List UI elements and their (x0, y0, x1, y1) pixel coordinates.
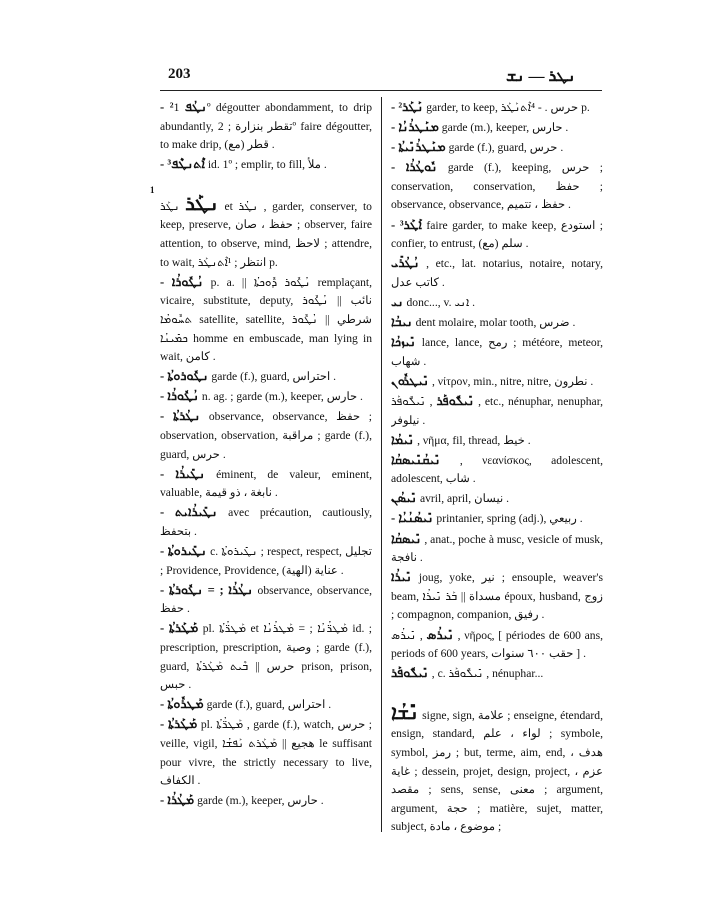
entry-definition: joug, yoke, نير ; ensouple, weaver's beam, مسداة || ܒܰܪ ܢܺܝܪܳܐ époux, husband, زوج ; compagnon, companion, رفيق . (391, 571, 603, 622)
entry-headword: - ܢܛܺܝܪܳܐ (160, 466, 206, 481)
dictionary-entry (391, 431, 603, 451)
entry-headword: ܢܛܰܪ (185, 192, 219, 215)
dictionary-entry (391, 333, 603, 371)
entry-headword: - ܢܛܳܪܬܳܐ (160, 409, 201, 424)
entry-definition: avril, april, نيسان . (419, 492, 509, 506)
entry-definition: , νῆμα, fil, thread, خيط . (417, 433, 531, 447)
entry-definition: garde (m.), keeper, حارس . (441, 121, 569, 135)
dictionary-entry (160, 581, 372, 619)
entry-definition: n. ag. ; garde (m.), keeper, حارس . (201, 390, 363, 404)
entry-definition: , anat., poche à musc, vesicle of musk, نافجة . (391, 532, 603, 565)
entry-headword: - ܡܰܛܪܽܘܬܳܐ (160, 697, 204, 712)
running-head: ܢܛܪ — ܢܫ (506, 68, 576, 85)
page-number: 203 (168, 66, 191, 82)
dictionary-entry (160, 791, 372, 811)
entry-headword: - ܢܺܝܣܳܢܳܝܳܐ (391, 511, 434, 526)
entry-headword: - ܢܛܳܪܳܐ ; = ܢܛܽܘܪܬܳܐ (160, 582, 254, 597)
entry-headword: ܢܺܝܣܩܳܐ (391, 531, 422, 546)
entry-headword: - ܢܛܺܝܪܳܐܝܬ (160, 505, 218, 520)
dictionary-entry (160, 503, 372, 541)
dictionary-entry (391, 664, 603, 684)
dictionary-entry (391, 489, 603, 509)
entry-headword: ܢܺܝܙܟܳܐ (391, 335, 416, 350)
dictionary-entry (391, 254, 603, 292)
entry-headword: - ܡܢܰܛܪܳܢܺܝܬܳܐ (391, 140, 446, 155)
entry-definition: avec précaution, cautiously, بتحفظ . (160, 506, 372, 538)
entry-headword: - ܢܳܛܽܘܪܳܐ (160, 274, 204, 289)
entry-headword: ܢܝܒܳܐ (391, 315, 413, 330)
entry-definition: garde (f.), keeping, حرس ; conservation, conservation, حفظ ; observance, observance, حفظ ، تتميم . (391, 161, 603, 212)
entry-definition: , etc., lat. notarius, notaire, notary, كاتب عدل . (391, 257, 603, 289)
entry-headword: ܢܺܝܠܽܘܦܰܪ (391, 666, 429, 681)
dictionary-entry (391, 293, 603, 313)
entry-definition: donc..., v. ܐܢܝ . (406, 295, 476, 309)
entry-headword: ܢܺܝܡܳܐ (391, 432, 415, 447)
dictionary-entry (391, 392, 603, 430)
dictionary-entry (391, 509, 603, 529)
dictionary-entry (391, 138, 603, 158)
header-rule (160, 90, 602, 91)
dictionary-entry (391, 216, 603, 254)
entry-headword: - ܢܽܘܛܳܪܳܐ (391, 160, 438, 175)
dictionary-entry (391, 372, 603, 392)
left-column (160, 98, 372, 838)
entry-headword: ܢܝ (391, 294, 404, 309)
dictionary-entry (391, 701, 603, 837)
entry-definition: garde (f.), guard, احتراس . (206, 698, 332, 712)
entry-definition: faire garder, to make keep, استودع ; confier, to entrust, سلم (مع) . (391, 218, 603, 251)
dictionary-entry (160, 407, 372, 464)
dictionary-entry (160, 367, 372, 387)
entry-definition: , νίτρον, min., nitre, nitre, نطرون . (431, 374, 594, 388)
entry-definition: id. 1º ; emplir, to fill, ملأ . (207, 158, 327, 172)
entry-headword: - ²ܢܰܛܰܪ (391, 100, 424, 114)
dictionary-entry (391, 158, 603, 215)
dictionary-entry (160, 192, 372, 272)
entry-definition: dent molaire, molar tooth, ضرس . (415, 316, 576, 330)
dictionary-entry (160, 542, 372, 580)
entry-definition: , c. ܢܺܝܠܽܘܦܰܪ , nénuphar... (431, 667, 544, 681)
entry-definition: observance, observance, حفظ ; observation, observation, مراقبة ; garde (f.), guard, حرس . (160, 410, 372, 461)
entry-definition: lance, lance, رمح ; météore, meteor, شهاب . (391, 336, 603, 368)
dictionary-entry (160, 619, 372, 694)
entry-headword: ܢܺܝܪܳܐ (391, 570, 412, 585)
entry-definition: pl. ܡܰܛܪ̈ܳܬܳܐ , garde (f.), watch, حرس ; veille, vigil, هجيع || ܡܰܛܰܪܬ ܢܰܦܫܳܐ le suffisant pour vivre, the strictly necessary to live, الكفاف . (160, 718, 372, 788)
dictionary-entry (391, 118, 603, 138)
dictionary-entry (391, 451, 603, 489)
entry-definition: c. ܢܛܺܝܪܘܬܳܐ ; respect, respect, تجليل ; Providence, Providence, عناية (الهية) . (160, 545, 372, 577)
entry-headword: - ܡܰܛܰܪܬܳܐ (160, 717, 198, 732)
entry-definition: printanier, spring (adj.), ربيعي . (436, 512, 583, 526)
entry-headword: - ³ܐܶܬܢܛܶܦ (160, 157, 205, 172)
entry-definition: , ܢܺܝܠܽܘܦܰܪ , etc., nénuphar, nenuphar, نيلوفر . (391, 394, 603, 427)
entry-headword: - ܡܰܛܰܪܬܳܐ (160, 621, 199, 636)
entry-headword: ܢܳܛܳܪܺܝ (391, 256, 420, 271)
dictionary-entry (160, 155, 372, 175)
entry-headword: - ܢܛܽܘܪܘܬܳܐ (160, 369, 209, 384)
entry-definition: observance, observance, حفظ . (160, 583, 372, 616)
dictionary-entry (391, 313, 603, 333)
dictionary-entry (391, 530, 603, 568)
entry-headword: ܢܺܝܠܽܘܦܰܪ (436, 393, 475, 408)
entry-headword: - ²ܢܛܳܦ (160, 100, 207, 114)
dictionary-entry (160, 98, 372, 155)
entry-headword: - ܡܰܛܳܪܳܐ (160, 793, 195, 808)
entry-definition: garde (m.), keeper, حارس . (197, 794, 324, 808)
entry-definition: pl. ܡܰܛܪ̈ܳܬܳܐ et ܡܰܛܪ̈ܳܢܳܐ ; = ܡܰܛܪܳܢܳܐ id. ; prescription, prescription, وصية ; garde (f.), guard, حرس || ܒܶܝܬ ܡܰܛܰܪܬܳܐ prison, prison, حبس . (160, 622, 372, 692)
entry-definition: garde (f.), guard, احتراس . (211, 370, 337, 384)
dictionary-entry (391, 626, 603, 664)
entry-definition: ܢܛܰܪ et ܢܛܳܪ , garder, conserver, to keep, preserve, حفظ ، صان ; observer, faire attention, to observe, mind, لاحظ ; attendre, to wait, انتظر ; ¹ܐܶܬܢܛܰܪ p. (160, 199, 372, 269)
entry-definition: , νεανίσκος, adolescent, adolescent, شاب . (391, 453, 603, 486)
entry-definition: , ܢܺܝܪܳܣ , νῆρος, [ périodes de 600 ans, periods of 600 years, حقب ٦٠٠ سنوات ] . (391, 628, 603, 661)
entry-headword: - ܡܢܰܛܪܳܢܳܐ (391, 120, 439, 135)
dictionary-entry (391, 568, 603, 625)
entry-headword: - ܢܳܛܽܘܪܳܐ (160, 389, 200, 404)
entry-definition: garde (f.), guard, حرس . (448, 141, 564, 155)
dictionary-entry (391, 98, 603, 118)
entry-definition: garder, to keep, حرس . - ⁴ܐܶܬܢܰܛܰܪ p. (426, 101, 590, 114)
entry-headword: - ܢܛܺܝܪܘܬܳܐ (160, 544, 207, 559)
entry-headword: ܢܺܝܪܳܣ (426, 627, 454, 642)
dictionary-entry (160, 695, 372, 715)
entry-headword: ܢܺܫܳܐ (391, 701, 419, 724)
dictionary-entry (160, 273, 372, 367)
column-divider (381, 97, 382, 832)
entry-headword: ܢܺܝܛܪܽܘܢ (391, 373, 430, 388)
dictionary-entry (160, 715, 372, 790)
margin-mark: 1 (150, 185, 155, 195)
right-column (391, 98, 603, 838)
entry-definition: 1º dégoutter abondamment, to drip abundantly, تقطر بنزارة ; 2º faire dégoutter, to make drip, قطر (مع) . (160, 101, 372, 152)
entry-headword: ܢܺܝܣܳܢ (391, 491, 418, 506)
entry-definition: éminent, de valeur, eminent, valuable, نابغة ، ذو قيمة . (160, 467, 372, 500)
entry-headword: ܢܺܝܩܳܢܺܝܣܩܳܐ (391, 452, 441, 467)
entry-definition: signe, sign, علامة ; enseigne, étendard, ensign, standard, لواء ، علم ; symbole, symbol, رمز ; but, terme, aim, end, هدف ، غاية ; dessein, projet, design, project, عزم ، مقصد ; sens, sense, معنى ; argument, argument, حجة ; matière, sujet, matter, subject, موضوع ، مادة ; (391, 708, 603, 834)
entry-headword: - ³ܐܰܛܰܪ (391, 217, 422, 232)
entry-definition: p. a. || ܢܳܛܽܘܪ ܕܽܘܟܬܳܐ remplaçant, vicaire, substitute, deputy, نائب || ܢܳܛܽܘܪ ܬܚܽܘܡܳܐ satellite, satellite, شرطي || ܢܳܛܽܘܪ ܟܡܺܝܢܳܐ homme en embuscade, man lying in wait, كامن . (160, 275, 372, 364)
dictionary-entry (160, 387, 372, 407)
dictionary-entry (160, 465, 372, 503)
